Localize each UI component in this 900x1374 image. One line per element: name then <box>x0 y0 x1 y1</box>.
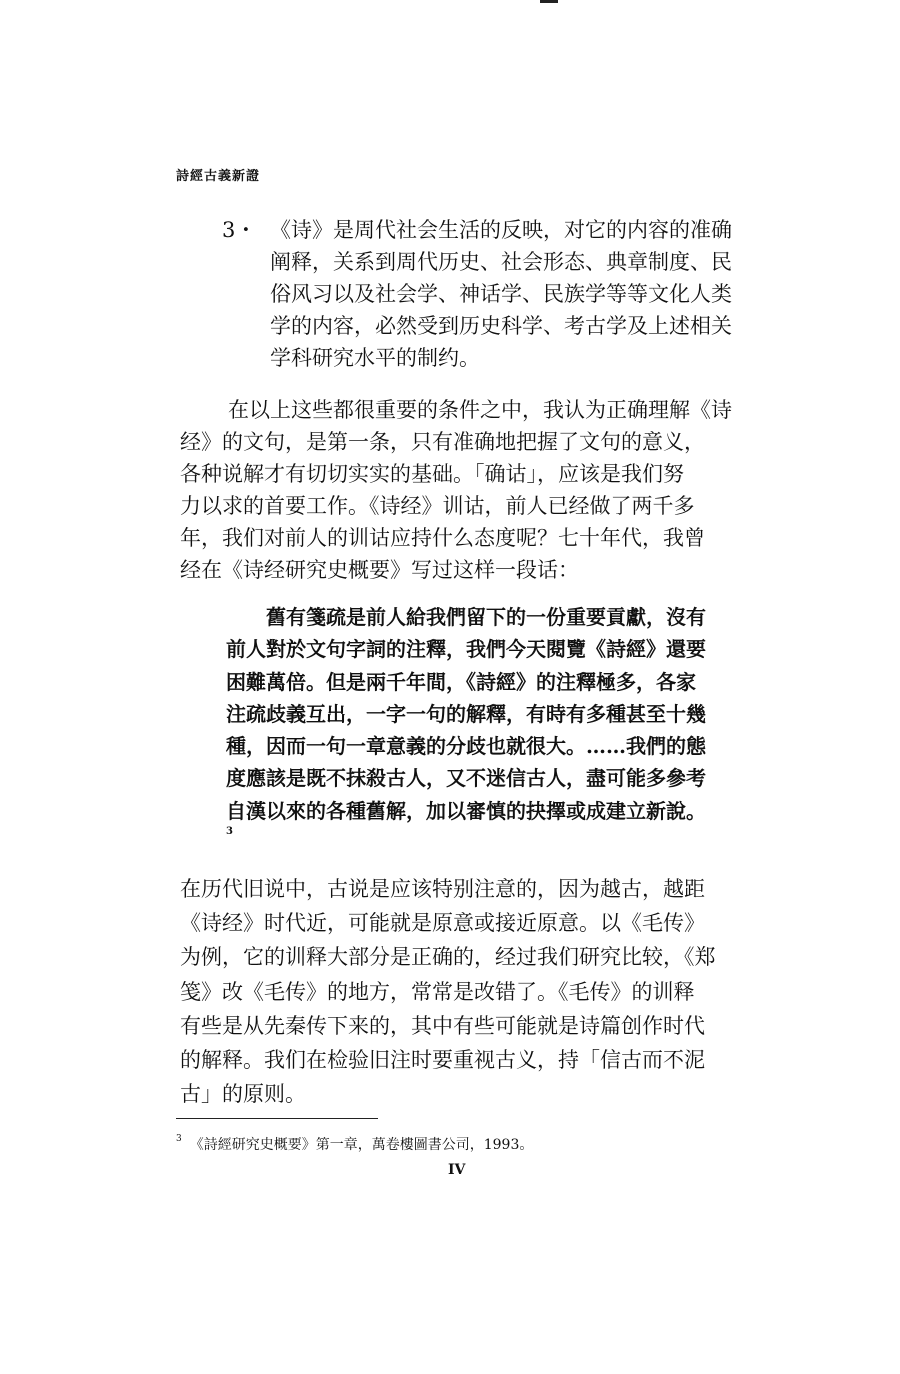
text-line: 《诗》是周代社会生活的反映，对它的内容的准确 <box>270 218 732 242</box>
block-quote <box>226 601 766 827</box>
quote-line: 注疏歧義互出，一字一句的解釋，有時有多種甚至十幾 <box>226 701 706 726</box>
text-line: 在以上这些都很重要的条件之中，我认为正确理解《诗 <box>228 398 732 422</box>
quote-line: 自漢以來的各種舊解，加以審慎的抉擇或成建立新說。 <box>226 798 706 823</box>
top-edge-mark <box>540 0 558 3</box>
list-item-number: 3・ <box>222 218 257 242</box>
running-head: 詩經古義新證 <box>176 169 261 184</box>
text-line: 各种说解才有切切实实的基础。「确诂」，应该是我们努 <box>180 462 684 486</box>
footnote-marker: 3 <box>176 1134 182 1144</box>
footnote-text: 《詩經研究史概要》第一章，萬卷樓圖書公司，1993。 <box>189 1137 534 1153</box>
list-item-body <box>270 214 764 374</box>
text-line: 经》的文句，是第一条，只有准确地把握了文句的意义， <box>180 430 705 454</box>
text-line: 经在《诗经研究史概要》写过这样一段话： <box>180 558 579 582</box>
text-line: 力以求的首要工作。《诗经》训诂，前人已经做了两千多 <box>180 494 695 518</box>
page-number: IV <box>448 1162 466 1178</box>
text-line: 为例，它的训释大部分是正确的，经过我们研究比较，《郑 <box>180 945 716 970</box>
quote-line: 度應該是既不抹殺古人，又不迷信古人，盡可能多參考 <box>226 766 706 791</box>
footnote-divider <box>176 1118 378 1119</box>
text-line: 的解释。我们在检验旧注时要重视古义，持「信古而不泥 <box>180 1048 705 1073</box>
text-line: 俗风习以及社会学、神话学、民族学等等文化人类 <box>270 282 732 306</box>
text-line: 笺》改《毛传》的地方，常常是改错了。《毛传》的训释 <box>180 979 695 1004</box>
quote-line: 舊有箋疏是前人給我們留下的一份重要貢獻，沒有 <box>266 605 706 629</box>
paragraph-2 <box>180 872 760 1111</box>
quote-line: 種，因而一句一章意義的分歧也就很大。……我們的態 <box>226 734 706 759</box>
text-line: 学科研究水平的制约。 <box>270 346 480 370</box>
footnote <box>176 1134 533 1154</box>
quote-line: 前人對於文句字詞的注釋，我們今天閱覽《詩經》還要 <box>226 637 706 662</box>
text-line: 阐释，关系到周代历史、社会形态、典章制度、民 <box>270 250 732 274</box>
text-line: 有些是从先秦传下来的，其中有些可能就是诗篇创作时代 <box>180 1013 705 1038</box>
paragraph-1 <box>180 394 760 586</box>
text-line: 年，我们对前人的训诂应持什么态度呢？七十年代，我曾 <box>180 526 705 550</box>
text-line: 《诗经》时代近，可能就是原意或接近原意。以《毛传》 <box>180 911 705 936</box>
text-line: 古」的原则。 <box>180 1082 306 1107</box>
footnote-reference: 3 <box>226 826 233 837</box>
text-line: 学的内容，必然受到历史科学、考古学及上述相关 <box>270 314 732 338</box>
text-line: 在历代旧说中，古说是应该特别注意的，因为越古，越距 <box>180 877 705 901</box>
quote-line: 困難萬倍。但是兩千年間，《詩經》的注釋極多，各家 <box>226 669 696 694</box>
